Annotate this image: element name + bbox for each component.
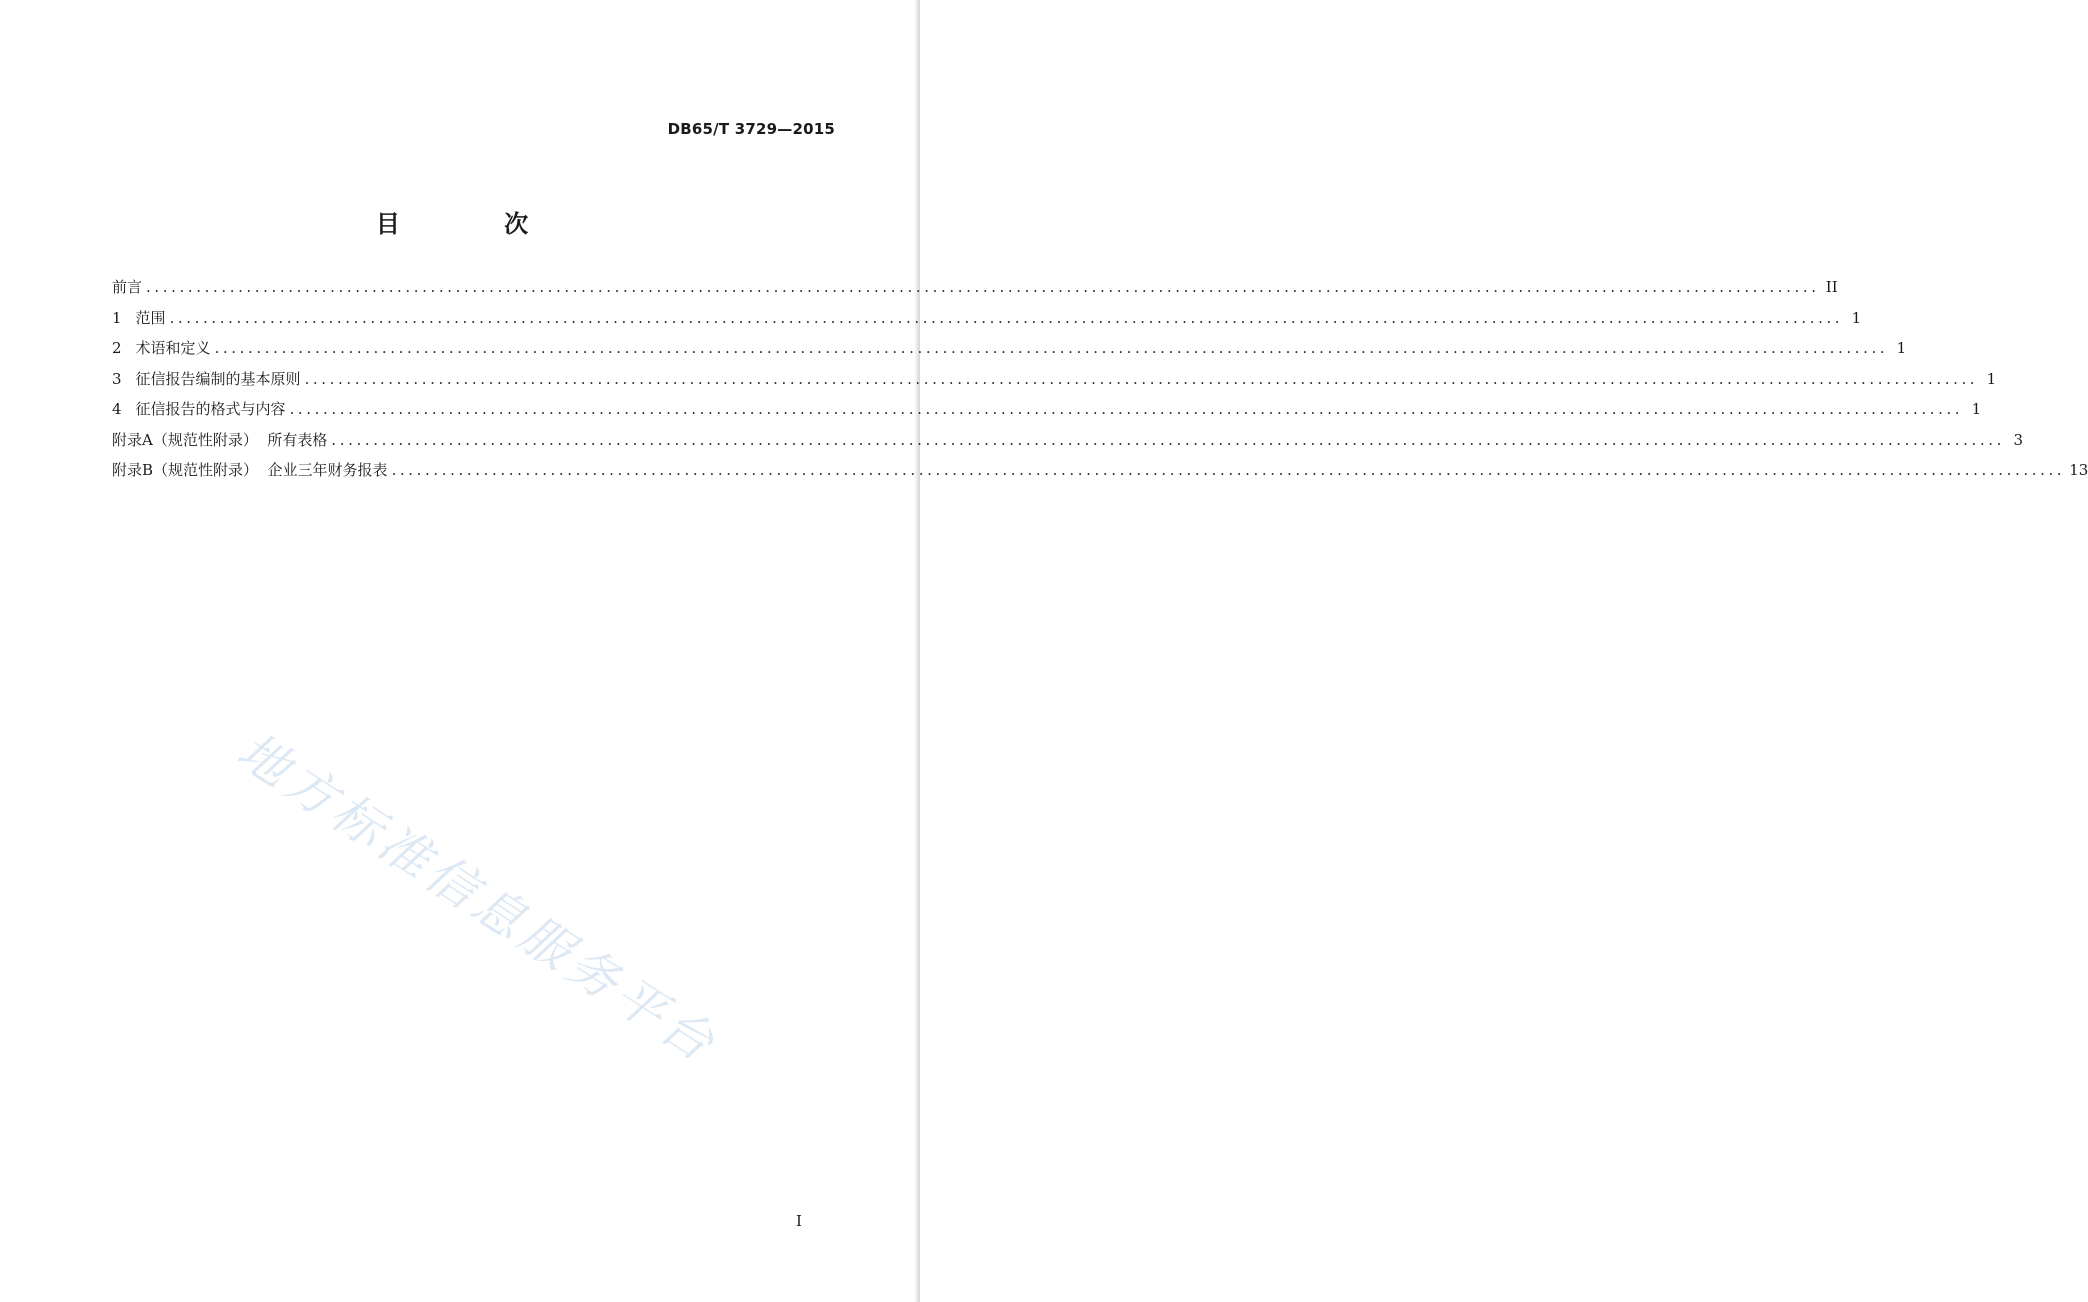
toc-entry-number: 3 xyxy=(112,369,122,388)
toc-entry-appendix-a[interactable] xyxy=(112,429,2023,460)
page-edge-shadow xyxy=(914,0,920,1302)
toc-entry-scope[interactable] xyxy=(112,307,1862,338)
toc-entry-foreword[interactable] xyxy=(112,276,1838,307)
toc-entry-number: 4 xyxy=(112,400,122,418)
watermark-text: 地方标准信息服务平台 xyxy=(227,721,729,1076)
toc-leader-dots: ........................................................................................................................................................................................................ xyxy=(289,400,1964,418)
toc-entry-page: 3 xyxy=(2013,430,2023,449)
toc-leader-dots: ........................................................................................................................................................................................................ xyxy=(146,278,1820,296)
toc-entry-principles[interactable] xyxy=(112,368,1997,399)
toc-entry-label: 前言 xyxy=(112,278,143,296)
toc-entry-terms[interactable] xyxy=(112,337,1907,368)
toc-entry-label: 4 征信报告的格式与内容 xyxy=(112,400,286,418)
toc-entry-page: 13 xyxy=(2069,461,2088,479)
toc-entry-label: 2 术语和定义 xyxy=(112,339,211,357)
toc-entry-page: II xyxy=(1825,278,1838,296)
toc-entry-label: 附录B（规范性附录） 企业三年财务报表 xyxy=(112,461,388,479)
toc-entry-page: 1 xyxy=(1896,339,1907,357)
toc-entry-number: 1 xyxy=(112,308,122,327)
toc-entry-number: 2 xyxy=(112,339,122,357)
toc-entry-format[interactable] xyxy=(112,398,1982,429)
table-of-contents xyxy=(112,276,2088,490)
toc-entry-page: 1 xyxy=(1851,308,1862,327)
toc-entry-page: 1 xyxy=(1986,369,1997,388)
toc-leader-dots: ........................................................................................................................................................................................................ xyxy=(169,308,1844,327)
toc-entry-label: 1 范围 xyxy=(112,308,166,327)
toc-entry-appendix-b[interactable] xyxy=(112,459,2088,490)
toc-entry-label: 3 征信报告编制的基本原则 xyxy=(112,369,301,388)
document-code: DB65/T 3729—2015 xyxy=(667,120,835,138)
toc-leader-dots: ........................................................................................................................................................................................................ xyxy=(391,461,2066,479)
toc-title: 目 次 xyxy=(375,210,577,238)
toc-leader-dots: ........................................................................................................................................................................................................ xyxy=(331,430,2005,449)
toc-leader-dots: ........................................................................................................................................................................................................ xyxy=(304,369,1979,388)
toc-leader-dots: ........................................................................................................................................................................................................ xyxy=(214,339,1889,357)
page-number: I xyxy=(796,1212,802,1230)
toc-entry-label: 附录A（规范性附录） 所有表格 xyxy=(112,430,328,449)
toc-entry-page: 1 xyxy=(1971,400,1982,418)
